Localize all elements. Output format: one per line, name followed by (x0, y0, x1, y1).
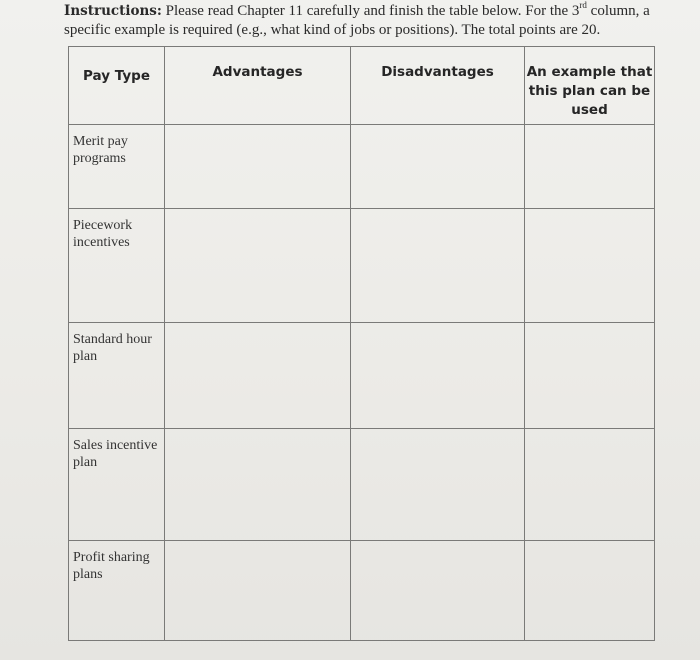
header-pay-type: Pay Type (69, 47, 165, 125)
instructions-body-2: column, a specific example is required (e.g., what kind of jobs or positions). The total points are 20. (64, 3, 650, 38)
cell-example[interactable] (525, 323, 655, 429)
cell-disadvantages[interactable] (351, 541, 525, 641)
cell-advantages[interactable] (165, 429, 351, 541)
cell-example[interactable] (525, 429, 655, 541)
table-row (69, 323, 655, 429)
table-row (69, 541, 655, 641)
header-disadvantages: Disadvantages (351, 47, 525, 125)
cell-advantages[interactable] (165, 541, 351, 641)
table-row (69, 209, 655, 323)
row-label-merit-pay: Merit pay programs (69, 125, 165, 209)
cell-advantages[interactable] (165, 209, 351, 323)
cell-disadvantages[interactable] (351, 429, 525, 541)
cell-example[interactable] (525, 541, 655, 641)
table-row (69, 125, 655, 209)
cell-disadvantages[interactable] (351, 323, 525, 429)
instructions-body-1: Please read Chapter 11 carefully and finish the table below. For the 3 (161, 3, 580, 19)
cell-advantages[interactable] (165, 323, 351, 429)
header-example: An example that this plan can be used (525, 47, 655, 125)
instructions-text (64, 2, 664, 40)
row-label-profit-sharing: Profit sharing plans (69, 541, 165, 641)
cell-example[interactable] (525, 209, 655, 323)
row-label-standard-hour: Standard hour plan (69, 323, 165, 429)
table-header-row (69, 47, 655, 125)
pay-plan-table (68, 46, 654, 640)
header-advantages: Advantages (165, 47, 351, 125)
cell-disadvantages[interactable] (351, 125, 525, 209)
cell-example[interactable] (525, 125, 655, 209)
instructions-superscript: rd (579, 0, 587, 10)
table-row (69, 429, 655, 541)
row-label-piecework: Piecework incentives (69, 209, 165, 323)
cell-advantages[interactable] (165, 125, 351, 209)
instructions-label: Instructions: (64, 3, 162, 19)
row-label-sales-incentive: Sales incentive plan (69, 429, 165, 541)
cell-disadvantages[interactable] (351, 209, 525, 323)
